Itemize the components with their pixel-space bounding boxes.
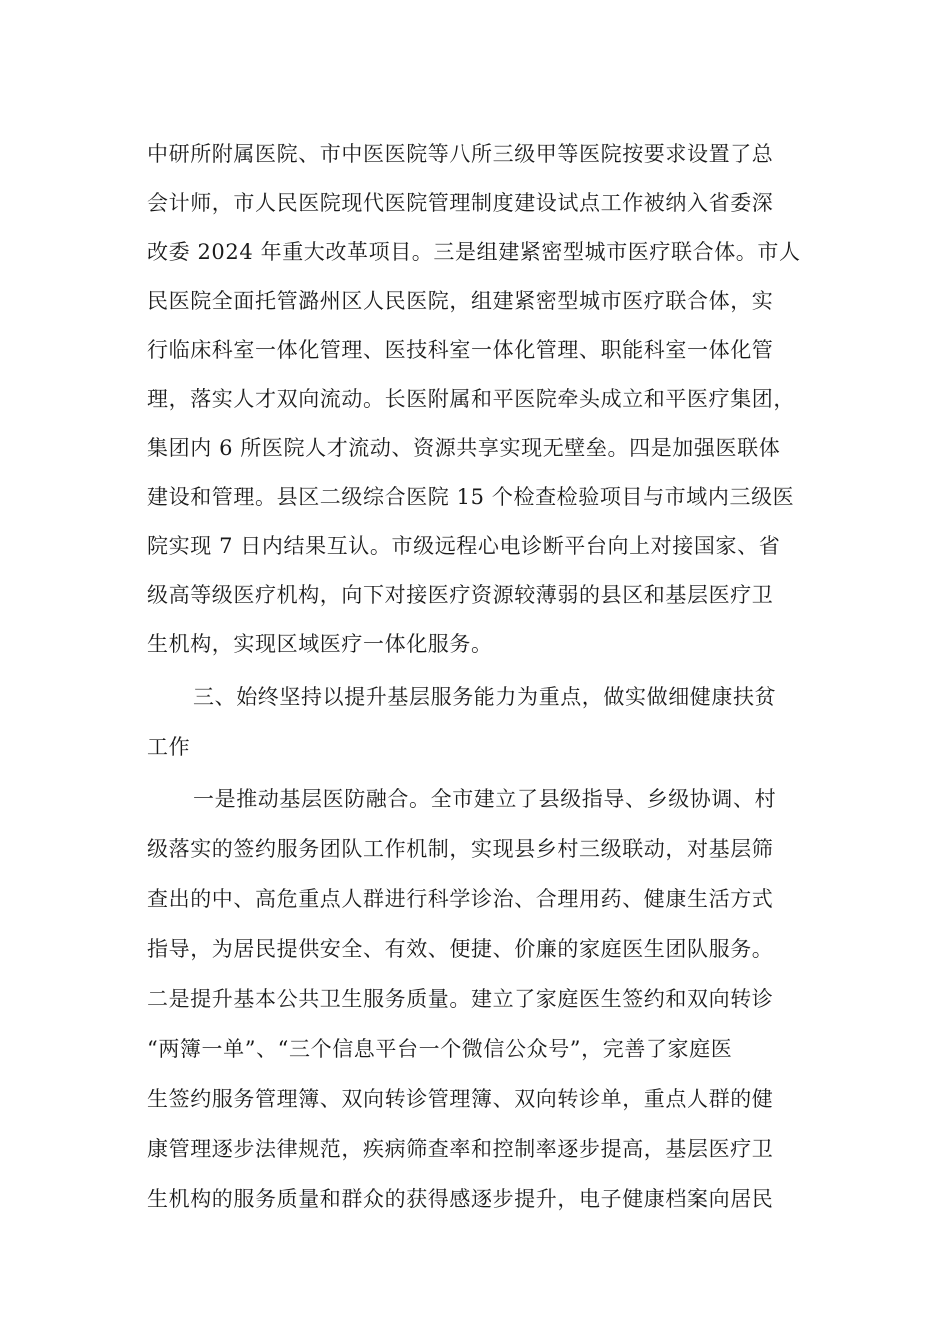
text-line: 查出的中、高危重点人群进行科学诊治、合理用药、健康生活方式: [147, 887, 774, 911]
text-line: 理，落实人才双向流动。长医附属和平医院牵头成立和平医疗集团，: [147, 387, 795, 411]
text-line: 二是提升基本公共卫生服务质量。建立了家庭医生签约和双向转诊: [147, 987, 774, 1011]
paragraph-first-line: 一是推动基层医防融合。全市建立了县级指导、乡级协调、村: [193, 787, 777, 811]
text-line: 中研所附属医院、市中医医院等八所三级甲等医院按要求设置了总: [147, 142, 774, 166]
section-heading: 三、始终坚持以提升基层服务能力为重点，做实做细健康扶贫: [193, 685, 777, 709]
text-line: 建设和管理。县区二级综合医院 15 个检查检验项目与市域内三级医: [147, 485, 795, 509]
text-line: 集团内 6 所医院人才流动、资源共享实现无壁垒。四是加强医联体: [147, 436, 781, 460]
text-line: 生签约服务管理簿、双向转诊管理簿、双向转诊单，重点人群的健: [147, 1087, 774, 1111]
text-line: “两簿一单”、“三个信息平台一个微信公众号”，完善了家庭医: [147, 1037, 733, 1061]
text-line: 民医院全面托管潞州区人民医院，组建紧密型城市医疗联合体，实: [147, 289, 774, 313]
text-line: 级落实的签约服务团队工作机制，实现县乡村三级联动，对基层筛: [147, 837, 774, 861]
text-line: 生机构，实现区域医疗一体化服务。: [147, 632, 493, 656]
text-line: 生机构的服务质量和群众的获得感逐步提升，电子健康档案向居民: [147, 1187, 774, 1211]
text-line: 康管理逐步法律规范，疾病筛查率和控制率逐步提高，基层医疗卫: [147, 1137, 774, 1161]
text-line: 改委 2024 年重大改革项目。三是组建紧密型城市医疗联合体。市人: [147, 240, 801, 264]
text-line: 会计师，市人民医院现代医院管理制度建设试点工作被纳入省委深: [147, 191, 774, 215]
section-heading-continued: 工作: [147, 735, 191, 759]
text-line: 级高等级医疗机构，向下对接医疗资源较薄弱的县区和基层医疗卫: [147, 583, 774, 607]
text-line: 院实现 7 日内结果互认。市级远程心电诊断平台向上对接国家、省: [147, 534, 781, 558]
text-line: 行临床科室一体化管理、医技科室一体化管理、职能科室一体化管: [147, 338, 774, 362]
text-line: 指导，为居民提供安全、有效、便捷、价廉的家庭医生团队服务。: [147, 937, 774, 961]
